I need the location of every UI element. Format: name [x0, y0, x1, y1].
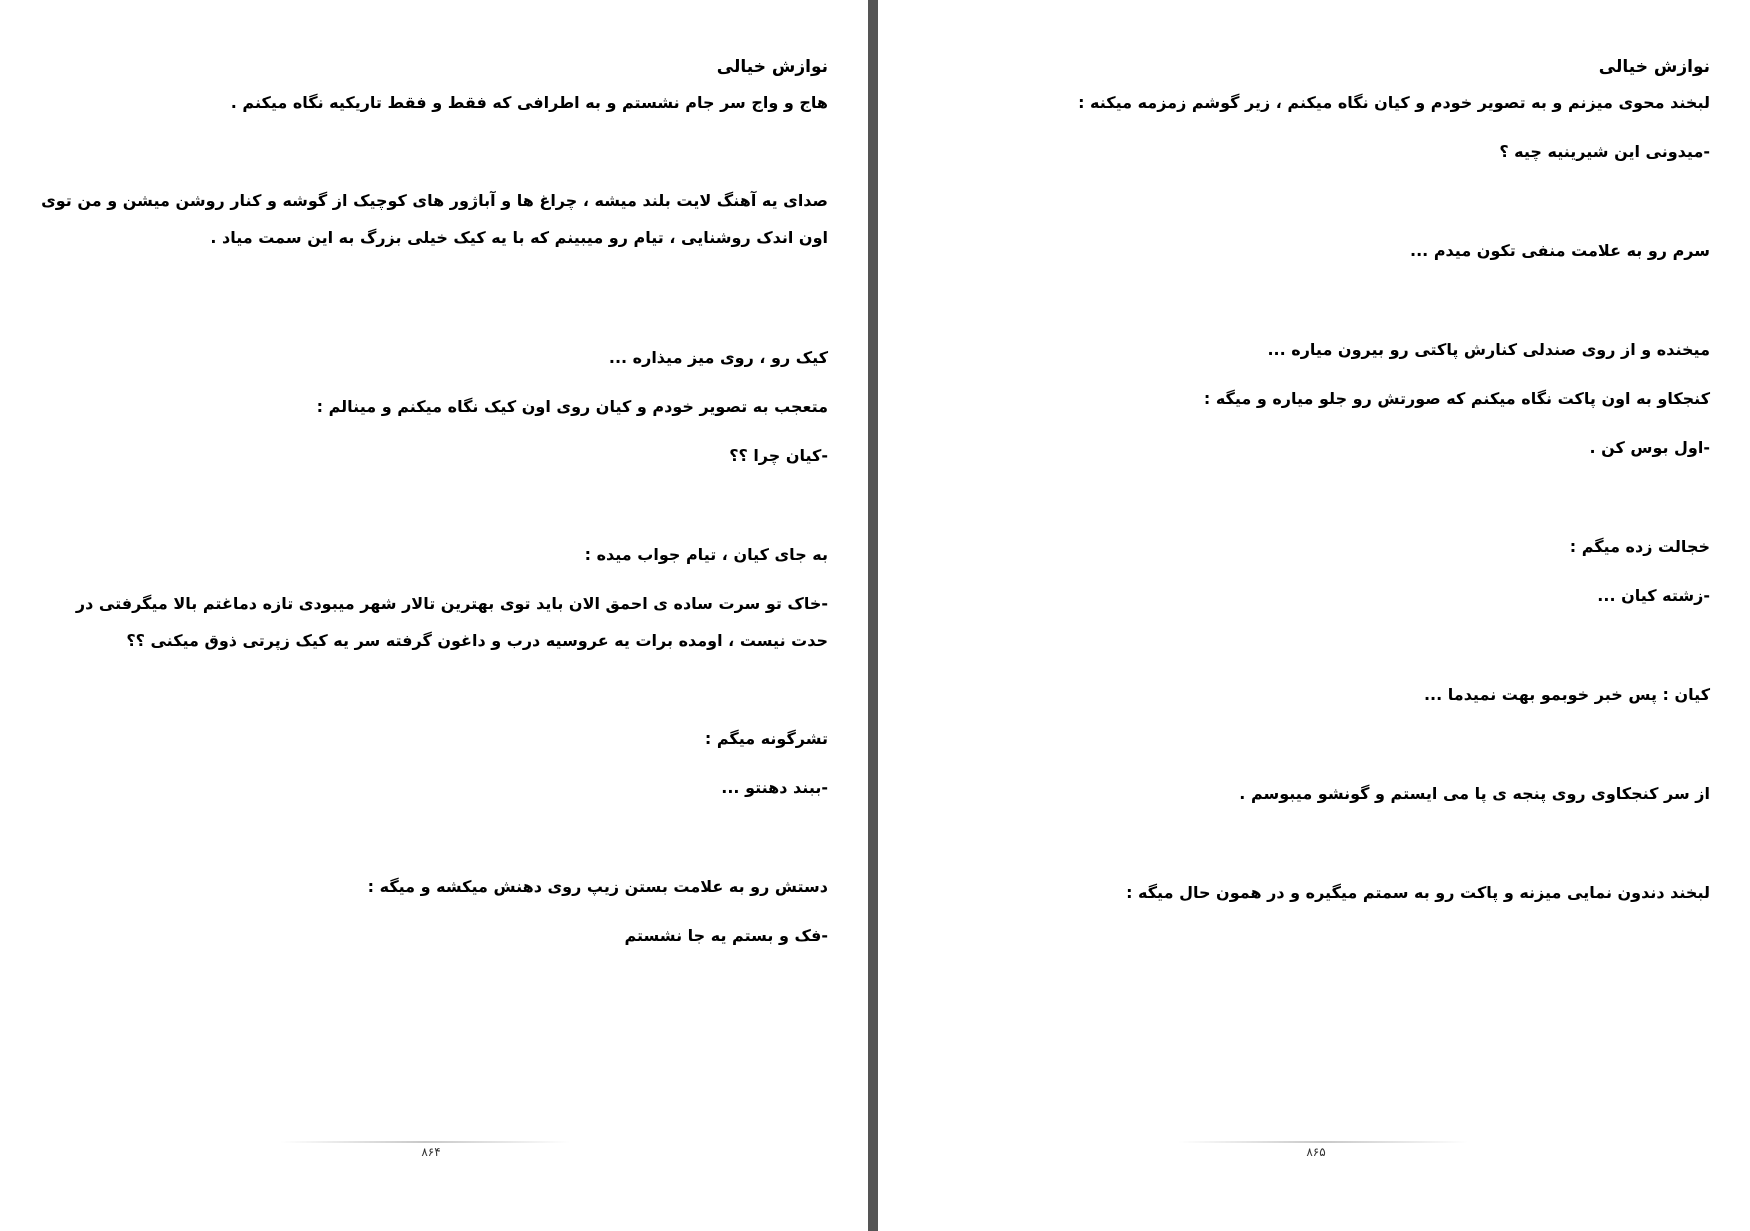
blank-line [40, 659, 828, 720]
blank-line [938, 182, 1710, 232]
left-page [0, 0, 868, 1231]
paragraph: -اول بوس کن . [1589, 438, 1710, 457]
paragraph: -فک و بستم یه جا نشستم [624, 926, 828, 945]
page-title: نوازش خیالی [1598, 57, 1710, 77]
blank-line [40, 256, 828, 286]
blank-line [938, 478, 1710, 528]
blank-line [938, 725, 1710, 775]
blank-line [938, 281, 1710, 331]
paragraph: کیک رو ، روی میز میذاره ... [608, 348, 828, 367]
paragraph: سرم رو به علامت منفی تکون میدم ... [1410, 241, 1710, 260]
left-page-content [35, 50, 828, 954]
paragraph: خجالت زده میگم : [1569, 537, 1710, 556]
paragraph: دستش رو به علامت بستن زیپ روی دهنش میکشه و میگه : [367, 877, 828, 896]
paragraph: متعجب به تصویر خودم و کیان روی اون کیک نگاه میکنم و مینالم : [316, 397, 828, 416]
blank-line [40, 818, 828, 868]
page-number: ۸۶۵ [1306, 1145, 1326, 1159]
footer-divider [1178, 1141, 1468, 1143]
paragraph: -میدونی این شیرینیه چیه ؟ [1499, 142, 1710, 161]
page-title: نوازش خیالی [716, 57, 828, 77]
blank-line [40, 121, 828, 182]
footer-divider [280, 1141, 570, 1143]
paragraph: هاج و واج سر جام نشستم و به اطرافی که فقط و فقط تاریکیه نگاه میکنم . [230, 93, 828, 112]
paragraph: کیان : پس خبر خوبمو بهت نمیدما ... [1423, 685, 1710, 704]
page-number: ۸۶۴ [421, 1145, 441, 1159]
book-spine [868, 0, 878, 1231]
paragraph: تشرگونه میگم : [704, 729, 828, 748]
blank-line [938, 824, 1710, 874]
blank-line [40, 286, 828, 339]
blank-line [40, 486, 828, 536]
paragraph: از سر کنجکاوی روی پنجه ی پا می ایستم و گونشو میبوسم . [1239, 784, 1710, 803]
right-page-content [938, 50, 1710, 911]
paragraph: لبخند دندون نمایی میزنه و پاکت رو به سمتم میگیره و در همون حال میگه : [1126, 883, 1710, 902]
paragraph: -خاک تو سرت ساده ی احمق الان باید توی بهترین تالار شهر میبودی تازه دماغتم بالا میگرفتی در حدت نیست ، اومده برات یه عروسیه درب و داغون گرفته سر یه کیک زپرتی ذوق میکنی ؟؟ [70, 594, 828, 650]
paragraph: کنجکاو به اون پاکت نگاه میکنم که صورتش رو جلو میاره و میگه : [1203, 389, 1710, 408]
paragraph: -کیان چرا ؟؟ [729, 446, 828, 465]
paragraph: -ببند دهنتو ... [721, 778, 828, 797]
paragraph: به جای کیان ، تیام جواب میده : [584, 545, 828, 564]
paragraph: -زشته کیان ... [1597, 586, 1710, 605]
paragraph: صدای یه آهنگ لایت بلند میشه ، چراغ ها و آباژور های کوچیک از گوشه و کنار روشن میشن و من توی اون اندک روشنایی ، تیام رو میبینم که با یه کیک خیلی بزرگ به این سمت میاد . [35, 191, 828, 247]
right-page [878, 0, 1750, 1231]
paragraph: لبخند محوی میزنم و به تصویر خودم و کیان نگاه میکنم ، زیر گوشم زمزمه میکنه : [1078, 93, 1710, 112]
blank-line [938, 626, 1710, 676]
paragraph: میخنده و از روی صندلی کنارش پاکتی رو بیرون میاره ... [1267, 340, 1710, 359]
